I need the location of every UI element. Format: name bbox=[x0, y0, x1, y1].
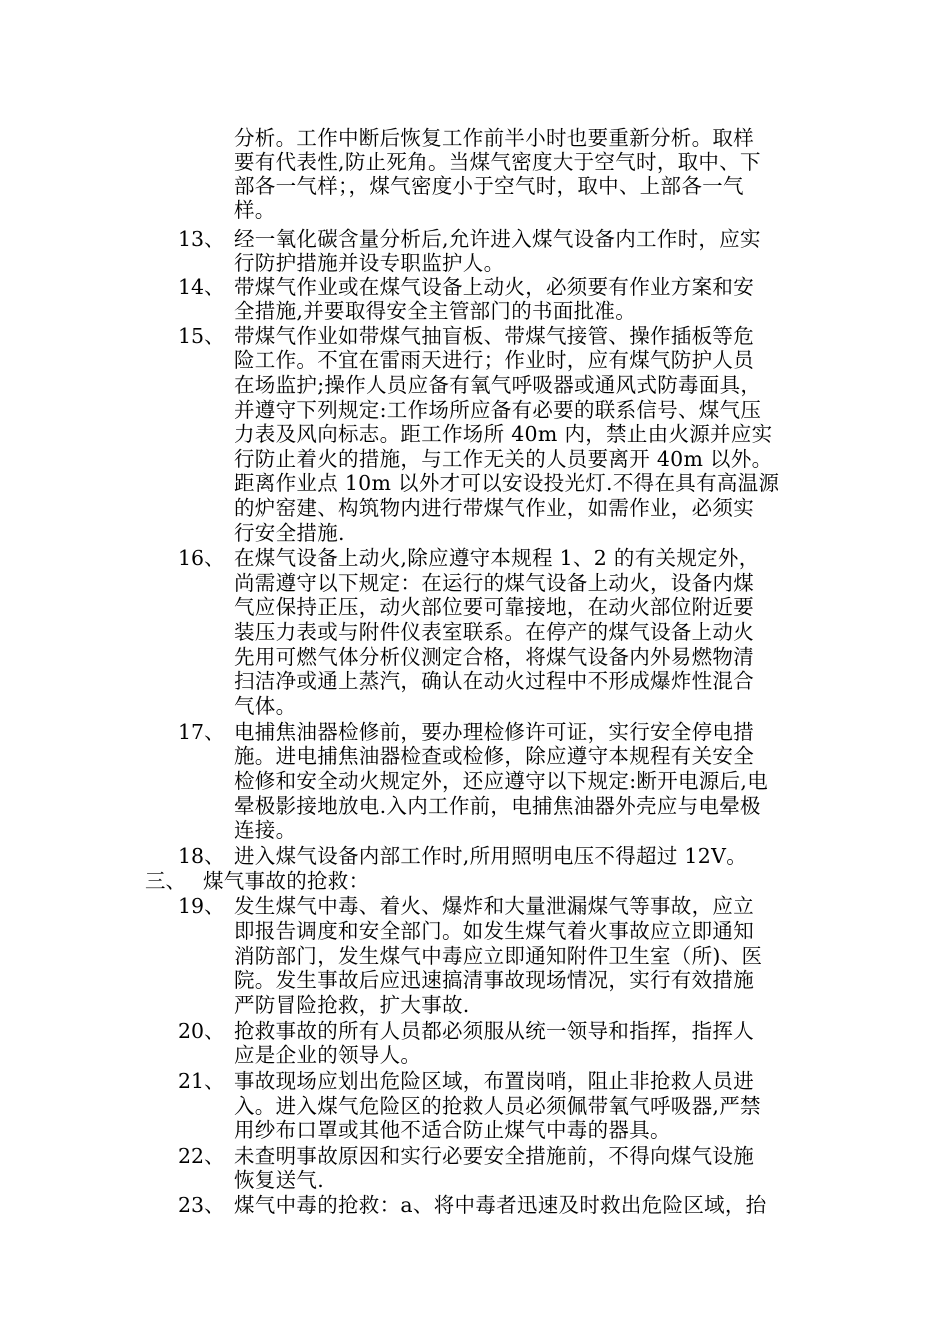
list-item-line: 全措施,并要取得安全主管部门的书面批准。 bbox=[234, 299, 637, 323]
list-item-line: 险工作。不宜在雷雨天进行；作业时，应有煤气防护人员 bbox=[234, 348, 754, 372]
list-item-line: 检修和安全动火规定外，还应遵守以下规定:断开电源后,电 bbox=[234, 769, 769, 793]
list-item-line: 严防冒险抢救，扩大事故. bbox=[234, 993, 470, 1017]
list-item-line: 应是企业的领导人。 bbox=[234, 1043, 422, 1067]
list-item-line: 带煤气作业如带煤气抽盲板、带煤气接管、操作插板等危 bbox=[234, 324, 754, 348]
list-item-line: 院。发生事故后应迅速搞清事故现场情况，实行有效措施 bbox=[234, 968, 754, 992]
list-item-line: 用纱布口罩或其他不适合防止煤气中毒的器具。 bbox=[234, 1118, 671, 1142]
list-item-line: 电捕焦油器检修前，要办理检修许可证，实行安全停电措 bbox=[234, 720, 754, 744]
intro-line: 部各一气样；，煤气密度小于空气时，取中、上部各一气 bbox=[234, 174, 744, 198]
list-item-number: 15、 bbox=[178, 324, 225, 348]
list-item-line: 经一氧化碳含量分析后,允许进入煤气设备内工作时，应实 bbox=[234, 227, 761, 251]
list-item-number: 16、 bbox=[178, 546, 225, 570]
list-item-number: 22、 bbox=[178, 1144, 225, 1168]
list-item-line: 发生煤气中毒、着火、爆炸和大量泄漏煤气等事故，应立 bbox=[234, 894, 754, 918]
list-item-line: 抢救事故的所有人员都必须服从统一领导和指挥，指挥人 bbox=[234, 1019, 754, 1043]
list-item-number: 13、 bbox=[178, 227, 225, 251]
list-item-line: 进入煤气设备内部工作时,所用照明电压不得超过 12V。 bbox=[234, 844, 748, 868]
intro-line: 要有代表性,防止死角。当煤气密度大于空气时，取中、下 bbox=[234, 150, 761, 174]
list-item-line: 并遵守下列规定:工作场所应备有必要的联系信号、煤气压 bbox=[234, 398, 762, 422]
list-item-line: 连接。 bbox=[234, 818, 297, 842]
list-item-line: 行安全措施. bbox=[234, 521, 345, 545]
list-item-line: 行防止着火的措施，与工作无关的人员要离开 40m 以外。 bbox=[234, 447, 773, 471]
list-item-line: 消防部门，发生煤气中毒应立即通知附件卫生室（所)、医 bbox=[234, 944, 763, 968]
list-item-line: 气应保持正压，动火部位要可靠接地，在动火部位附近要 bbox=[234, 595, 754, 619]
list-item-number: 14、 bbox=[178, 275, 225, 299]
section-number: 三、 bbox=[145, 869, 186, 893]
list-item-line: 气体。 bbox=[234, 694, 297, 718]
list-item-line: 在煤气设备上动火,除应遵守本规程 1、2 的有关规定外， bbox=[234, 546, 760, 570]
list-item-line: 事故现场应划出危险区域，布置岗哨，阻止非抢救人员进 bbox=[234, 1069, 754, 1093]
list-item-line: 距离作业点 10m 以外才可以安设投光灯.不得在具有高温源 bbox=[234, 471, 780, 495]
list-item-line: 施。进电捕焦油器检查或检修，除应遵守本规程有关安全 bbox=[234, 744, 754, 768]
list-item-number: 18、 bbox=[178, 844, 225, 868]
list-item-line: 行防护措施并设专职监护人。 bbox=[234, 251, 505, 275]
section-title: 煤气事故的抢救： bbox=[203, 869, 370, 893]
list-item-line: 力表及风向标志。距工作场所 40m 内，禁止由火源并应实 bbox=[234, 422, 773, 446]
list-item-line: 未查明事故原因和实行必要安全措施前，不得向煤气设施 bbox=[234, 1144, 754, 1168]
list-item-line: 煤气中毒的抢救：a、将中毒者迅速及时救出危险区域，抬 bbox=[234, 1193, 767, 1217]
list-item-line: 恢复送气. bbox=[234, 1168, 325, 1192]
list-item-number: 20、 bbox=[178, 1019, 225, 1043]
list-item-line: 尚需遵守以下规定：在运行的煤气设备上动火，设备内煤 bbox=[234, 571, 754, 595]
list-item-number: 17、 bbox=[178, 720, 225, 744]
list-item-line: 入。进入煤气危险区的抢救人员必须佩带氧气呼吸器,严禁 bbox=[234, 1094, 761, 1118]
list-item-number: 21、 bbox=[178, 1069, 225, 1093]
list-item-number: 19、 bbox=[178, 894, 225, 918]
intro-line: 分析。工作中断后恢复工作前半小时也要重新分析。取样 bbox=[234, 126, 754, 150]
list-item-line: 在场监护;操作人员应备有氧气呼吸器或通风式防毒面具， bbox=[234, 373, 762, 397]
list-item-line: 先用可燃气体分析仪测定合格，将煤气设备内外易燃物清 bbox=[234, 645, 754, 669]
list-item-line: 即报告调度和安全部门。如发生煤气着火事故应立即通知 bbox=[234, 919, 754, 943]
list-item-line: 带煤气作业或在煤气设备上动火，必须要有作业方案和安 bbox=[234, 275, 754, 299]
intro-line: 样。 bbox=[234, 198, 276, 222]
list-item-line: 晕极影接地放电.入内工作前，电捕焦油器外壳应与电晕极 bbox=[234, 794, 761, 818]
list-item-line: 的炉窑建、构筑物内进行带煤气作业，如需作业，必须实 bbox=[234, 496, 754, 520]
list-item-number: 23、 bbox=[178, 1193, 225, 1217]
list-item-line: 装压力表或与附件仪表室联系。在停产的煤气设备上动火 bbox=[234, 620, 754, 644]
list-item-line: 扫洁净或通上蒸汽，确认在动火过程中不形成爆炸性混合 bbox=[234, 669, 754, 693]
